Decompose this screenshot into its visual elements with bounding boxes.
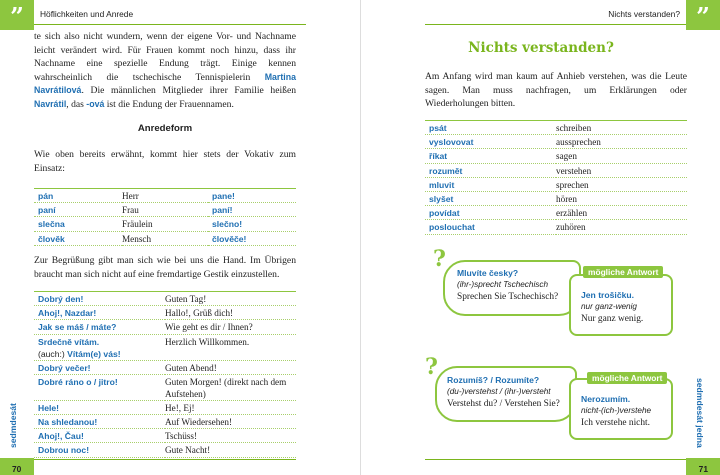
- greeting-paragraph: Zur Begrüßung gibt man sich wie bei uns die Hand. Im Übrigen braucht man sich nicht auf eine fremdartige Gestik einzustellen.: [34, 255, 296, 280]
- table-row: [34, 189, 296, 203]
- czech-word: poslouchat: [425, 220, 556, 234]
- question-de: Verstehst du? / Verstehen Sie?: [447, 399, 560, 409]
- german-phrase: Auf Wiedersehen!: [165, 414, 296, 428]
- german-word: erzählen: [556, 206, 687, 220]
- czech-word: mluvit: [425, 177, 556, 191]
- running-header: Höflichkeiten und Anrede: [40, 9, 134, 19]
- german-word: hören: [556, 191, 687, 205]
- table-row: [34, 217, 296, 231]
- quote-mark-icon: ”: [686, 0, 720, 30]
- czech-phrase: [34, 360, 165, 374]
- table-row: [425, 121, 687, 135]
- czech-phrase: [34, 292, 165, 306]
- question-de: Sprechen Sie Tschechisch?: [457, 292, 559, 302]
- answer-bubble-1: [569, 274, 673, 336]
- german-word: verstehen: [556, 163, 687, 177]
- czech-text: Dobrý den!: [38, 294, 84, 304]
- answer-badge: mögliche Antwort: [583, 266, 663, 278]
- german-word: Mensch: [122, 231, 208, 245]
- table-row: [34, 203, 296, 217]
- table-row: [425, 163, 687, 177]
- vocative-form: paní!: [208, 203, 296, 217]
- german-word: schreiben: [556, 121, 687, 135]
- czech-word: povídat: [425, 206, 556, 220]
- intro-paragraph: [34, 30, 296, 111]
- intro-text-1: te sich also nicht wundern, wenn der eigene Vor- und Nachname leicht verändert wird. Für Frauen kommt noch hinzu, dass ihr Nachname eine spezielle Endung trägt. Einige kennen wahrscheinlich die tschechische Tennispielerin: [34, 31, 296, 83]
- czech-text: Na shledanou!: [38, 416, 98, 427]
- vocative-form: pane!: [208, 189, 296, 203]
- table-row: [34, 231, 296, 245]
- czech-text: Ahoj!, Čau!: [38, 431, 84, 442]
- table-row: [34, 360, 296, 374]
- name-navratil: Navrátil: [34, 98, 67, 109]
- german-phrase: Guten Abend!: [165, 360, 296, 374]
- table-row: [34, 320, 296, 334]
- greetings-table: [34, 291, 296, 458]
- table-row: [34, 334, 296, 360]
- czech-word: pán: [34, 189, 122, 203]
- czech-phrase: [34, 306, 165, 320]
- table-row: [425, 191, 687, 205]
- right-page: [360, 0, 720, 475]
- alt-text: Vítám(e) vás!: [67, 348, 121, 359]
- table-row: [34, 400, 296, 414]
- answer-de: Ich verstehe nicht.: [581, 418, 650, 428]
- czech-text: Jak se máš / máte?: [38, 322, 117, 333]
- answer-literal: nicht-(ich-)verstehe: [581, 406, 652, 415]
- intro-text-4: ist die Endung der Frauennamen.: [104, 98, 234, 110]
- ending-ova: -ová: [86, 98, 105, 109]
- table-row: [34, 374, 296, 400]
- german-phrase: Wie geht es dir / Ihnen?: [165, 320, 296, 334]
- answer-de: Nur ganz wenig.: [581, 314, 644, 324]
- german-word: Fräulein: [122, 217, 208, 231]
- german-phrase: Guten Tag!: [165, 292, 296, 306]
- czech-word: psát: [425, 121, 556, 135]
- czech-word: slyšet: [425, 191, 556, 205]
- table-row: [34, 414, 296, 428]
- german-phrase: Herzlich Willkommen.: [165, 334, 296, 360]
- czech-alt: [38, 348, 165, 360]
- czech-word: říkat: [425, 149, 556, 163]
- question-cz: Rozumíš? / Rozumíte?: [447, 375, 540, 385]
- footer-rule: [425, 459, 720, 460]
- table-row: [425, 135, 687, 149]
- german-phrase: He!, Ej!: [165, 400, 296, 414]
- german-word: zuhören: [556, 220, 687, 234]
- intro-text-3: , das: [66, 98, 87, 110]
- czech-phrase: [34, 429, 165, 443]
- german-word: Frau: [122, 203, 208, 217]
- question-literal: (du-)verstehst / (ihr-)versteht: [447, 387, 551, 396]
- answer-cz: Jen trošičku.: [581, 290, 635, 300]
- question-mark-icon: ?: [425, 354, 438, 380]
- intro-text-2: . Die männlichen Mitglieder ihrer Familie heißen: [81, 85, 296, 96]
- page-number-right: 71: [698, 464, 708, 474]
- name-martina: Martina Navrátilová: [34, 71, 296, 95]
- vocative-form: člověče!: [208, 231, 296, 245]
- answer-literal: nur ganz-wenig: [581, 302, 637, 311]
- section-paragraph: Wie oben bereits erwähnt, kommt hier stets der Vokativ zum Einsatz:: [34, 149, 296, 174]
- vocative-table: [34, 188, 296, 246]
- table-row: [34, 292, 296, 306]
- german-phrase: Guten Morgen! (direkt nach dem Aufstehen): [165, 374, 296, 400]
- table-row: [425, 177, 687, 191]
- answer-badge: mögliche Antwort: [587, 372, 667, 384]
- czech-text: Dobré ráno o / jitro!: [38, 376, 118, 387]
- czech-phrase: [34, 443, 165, 457]
- header-rule: [425, 24, 689, 25]
- question-bubble-1: [443, 260, 581, 316]
- question-cz: Mluvíte česky?: [457, 268, 519, 278]
- running-header: Nichts verstanden?: [608, 9, 680, 19]
- table-row: [425, 206, 687, 220]
- czech-text: Ahoj!, Nazdar!: [38, 308, 97, 319]
- czech-phrase: [34, 400, 165, 414]
- question-bubble-2: [435, 366, 577, 422]
- page-title: Nichts verstanden?: [468, 40, 614, 56]
- czech-text: Dobrou noc!: [38, 445, 90, 456]
- czech-word: paní: [34, 203, 122, 217]
- footer-rule: [0, 459, 296, 460]
- german-word: sagen: [556, 149, 687, 163]
- alt-prefix: (auch:): [38, 348, 68, 359]
- czech-word: rozumět: [425, 163, 556, 177]
- side-tab-right: sedmdesát jedna: [695, 378, 705, 448]
- german-word: Herr: [122, 189, 208, 203]
- vocab-table: [425, 120, 687, 235]
- german-phrase: Hallo!, Grüß dich!: [165, 306, 296, 320]
- czech-text: Dobrý večer!: [38, 362, 91, 373]
- section-title-anredeform: Anredeform: [137, 123, 193, 134]
- czech-phrase: [34, 334, 165, 360]
- header-rule: [34, 24, 306, 25]
- czech-text: Hele!: [38, 402, 60, 413]
- german-phrase: Gute Nacht!: [165, 443, 296, 457]
- quote-mark-icon: ”: [0, 0, 34, 30]
- czech-word: slečna: [34, 217, 122, 231]
- intro-paragraph: Am Anfang wird man kaum auf Anhieb verstehen, was die Leute sagen. Man muss nachfragen, um Erklärungen oder Wiederholungen bitten.: [425, 71, 687, 109]
- table-row: [425, 220, 687, 234]
- czech-phrase: [34, 320, 165, 334]
- left-page: ” Höflichkeiten und Anrede te sich also nicht wundern, wenn der eigene Vor- und Nachname leicht verändert wird. Für Frauen kommt noch hinzu, dass ihr Nachname eine spezielle Endung trägt. Einige kennen wahrscheinlich die tschechische Tennispielerin Martina Navrátilová. Die männlichen Mitglieder ihrer Familie heißen Navrátil, das -ová ist die Endung der Frauennamen. Anredeform Wie oben bereits erwähnt, kommt hier stets der Vokativ zum Einsatz: pán Herr pane! paní Frau paní! slečna Fräulein slečno! člověk Mensch člověče! Zur Begrüßung gibt man sich wie bei uns die Hand. Im Übrigen braucht man sich nicht auf eine fremdartige Gestik einzustellen. Dobrý den! Guten Tag! Ahoj!, Nazdar! Hallo!, Grüß dich! Jak se máš / máte? Wie geht es dir / Ihnen? Srdečně vítám. (auch:) Vítám(e) vás! Herzlich Willkommen. Dobrý večer! Guten Abend! Dobré ráno o / jitro! Guten Morgen! (direkt nach dem Aufstehen) Hele! He!, Ej! Na shledanou! Auf Wiedersehen! Ahoj!, Čau! Tschüss! Dobrou noc! Gute Nacht! sedmdesát 70: [0, 0, 360, 475]
- german-word: aussprechen: [556, 135, 687, 149]
- table-row: [34, 443, 296, 457]
- table-row: [34, 306, 296, 320]
- czech-word: člověk: [34, 231, 122, 245]
- table-row: [34, 429, 296, 443]
- czech-phrase: [34, 374, 165, 400]
- german-phrase: Tschüss!: [165, 429, 296, 443]
- question-mark-icon: ?: [433, 246, 446, 272]
- german-word: sprechen: [556, 177, 687, 191]
- czech-word: vyslovovat: [425, 135, 556, 149]
- answer-cz: Nerozumím.: [581, 394, 631, 404]
- czech-phrase: [34, 414, 165, 428]
- table-row: [425, 149, 687, 163]
- question-literal: (ihr-)sprecht Tschechisch: [457, 280, 549, 289]
- czech-text: Srdečně vítám.: [38, 336, 100, 347]
- vocative-form: slečno!: [208, 217, 296, 231]
- page-number-left: 70: [12, 464, 22, 474]
